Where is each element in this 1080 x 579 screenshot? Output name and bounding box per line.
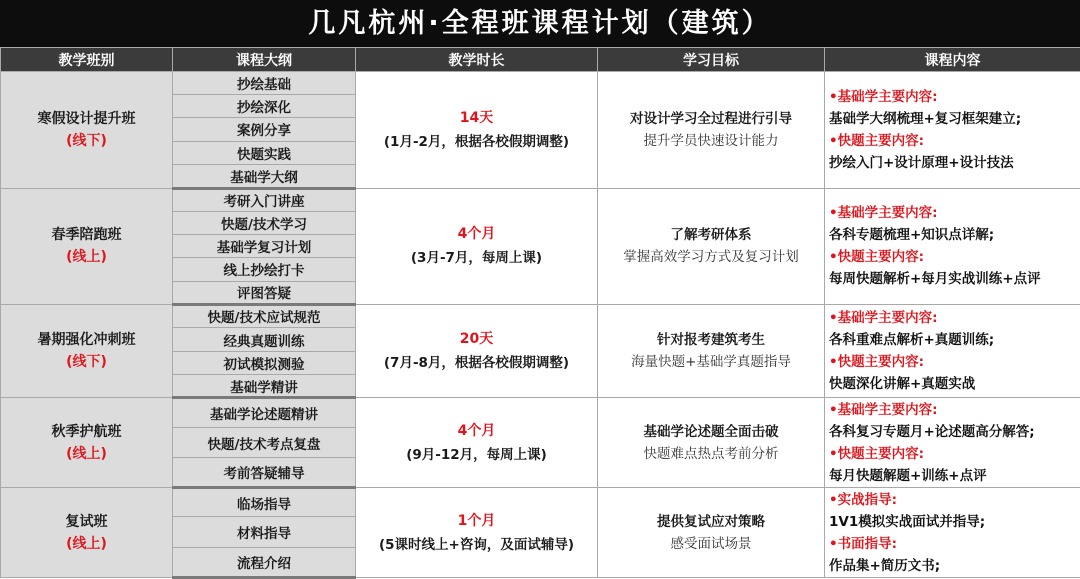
- goal-sub: 掌握高效学习方式及复习计划: [623, 249, 799, 266]
- duration-cell: [356, 72, 598, 189]
- content-cell: [825, 488, 1080, 578]
- header-duration: 教学时长: [356, 48, 598, 72]
- content-heading: •实战指导:: [829, 491, 898, 508]
- content-text: 作品集+简历文书;: [829, 557, 941, 574]
- outline-item: 考前答疑辅导: [173, 458, 356, 488]
- outline-item: 临场指导: [173, 488, 356, 517]
- goal-cell: [598, 188, 825, 304]
- duration-value: 1个月: [457, 512, 496, 529]
- table-row: [1, 188, 1080, 211]
- content-text: 基础学大纲梳理+复习框架建立;: [829, 110, 1022, 127]
- goal-sub: 海量快题+基础学真题指导: [631, 354, 791, 371]
- outline-item: 基础学复习计划: [173, 235, 356, 258]
- goal-sub: 感受面试场景: [670, 535, 752, 552]
- outline-item: 初试模拟测验: [173, 352, 356, 375]
- content-heading: •基础学主要内容:: [829, 88, 938, 105]
- outline-item: 考研入门讲座: [173, 188, 356, 211]
- content-heading: •书面指导:: [829, 535, 898, 552]
- duration-cell: [356, 488, 598, 578]
- class-name: 秋季护航班: [51, 423, 122, 440]
- outline-item: 流程介绍: [173, 547, 356, 577]
- outline-item: 抄绘深化: [173, 95, 356, 118]
- class-name: 春季陪跑班: [51, 227, 122, 244]
- goal-cell: [598, 304, 825, 398]
- outline-item: 快题实践: [173, 141, 356, 164]
- header-goal: 学习目标: [598, 48, 825, 72]
- content-text: 每月快题解题+训练+点评: [829, 467, 987, 484]
- class-mode: (线上): [66, 445, 107, 462]
- outline-item: 经典真题训练: [173, 327, 356, 351]
- class-name-cell: [1, 398, 173, 488]
- header-outline: 课程大纲: [173, 48, 356, 72]
- goal-main: 对设计学习全过程进行引导: [630, 110, 792, 127]
- outline-item: 评图答疑: [173, 281, 356, 304]
- table-row: [1, 488, 1080, 517]
- content-heading: •快题主要内容:: [829, 132, 925, 149]
- content-heading: •基础学主要内容:: [829, 205, 938, 222]
- goal-sub: 快题难点热点考前分析: [643, 445, 779, 462]
- content-text: 抄绘入门+设计原理+设计技法: [829, 154, 1014, 171]
- duration-value: 4个月: [457, 422, 496, 439]
- duration-cell: [356, 398, 598, 488]
- class-name: 暑期强化冲刺班: [37, 332, 136, 349]
- content-cell: [825, 72, 1080, 189]
- content-text: 各科复习专题月+论述题高分解答;: [829, 423, 1035, 440]
- table-row: [1, 72, 1080, 95]
- page-title: 几凡杭州·全程班课程计划（建筑）: [0, 0, 1080, 47]
- duration-note: (1月-2月，根据各校假期调整): [383, 133, 570, 150]
- class-name: 寒假设计提升班: [37, 110, 136, 127]
- content-cell: [825, 398, 1080, 488]
- outline-item: 基础学论述题精讲: [173, 398, 356, 428]
- duration-cell: [356, 188, 598, 304]
- class-mode: (线上): [66, 249, 107, 266]
- outline-item: 基础学精讲: [173, 375, 356, 398]
- duration-note: (7月-8月，根据各校假期调整): [383, 355, 570, 372]
- content-text: 1V1模拟实战面试并指导;: [829, 513, 986, 530]
- goal-main: 提供复试应对策略: [657, 513, 765, 530]
- duration-value: 14天: [459, 109, 494, 126]
- content-heading: •基础学主要内容:: [829, 310, 938, 327]
- outline-item: 案例分享: [173, 118, 356, 141]
- header-content: 课程内容: [825, 48, 1080, 72]
- content-heading: •快题主要内容:: [829, 249, 925, 266]
- table-body: [1, 72, 1080, 578]
- duration-note: (9月-12月，每周上课): [406, 446, 547, 463]
- header-class: 教学班别: [1, 48, 173, 72]
- goal-main: 了解考研体系: [670, 227, 752, 244]
- content-heading: •基础学主要内容:: [829, 401, 938, 418]
- outline-item: 线上抄绘打卡: [173, 258, 356, 281]
- content-text: 各科重难点解析+真题训练;: [829, 332, 995, 349]
- content-text: 快题深化讲解+真题实战: [829, 376, 976, 393]
- outline-item: 基础学大纲: [173, 164, 356, 188]
- course-plan-table: [0, 47, 1080, 579]
- goal-cell: [598, 72, 825, 189]
- content-text: 各科专题梳理+知识点详解;: [829, 227, 995, 244]
- content-heading: •快题主要内容:: [829, 354, 925, 371]
- class-name-cell: [1, 304, 173, 398]
- content-cell: [825, 304, 1080, 398]
- goal-sub: 提升学员快速设计能力: [643, 132, 779, 149]
- duration-note: (5课时线上+咨询，及面试辅导): [378, 536, 575, 553]
- class-name: 复试班: [65, 513, 108, 530]
- class-name-cell: [1, 188, 173, 304]
- class-name-cell: [1, 72, 173, 189]
- table-row: [1, 304, 1080, 327]
- outline-item: 快题/技术考点复盘: [173, 428, 356, 458]
- class-mode: (线下): [66, 354, 107, 371]
- table-row: [1, 398, 1080, 428]
- outline-item: 抄绘基础: [173, 72, 356, 95]
- duration-cell: [356, 304, 598, 398]
- goal-main: 基础学论述题全面击破: [643, 423, 779, 440]
- class-name-cell: [1, 488, 173, 578]
- duration-value: 4个月: [457, 226, 496, 243]
- table-header-row: [1, 48, 1080, 72]
- content-text: 每周快题解析+每月实战训练+点评: [829, 271, 1041, 288]
- goal-main: 针对报考建筑考生: [657, 332, 765, 349]
- goal-cell: [598, 398, 825, 488]
- outline-item: 快题/技术应试规范: [173, 304, 356, 327]
- content-heading: •快题主要内容:: [829, 445, 925, 462]
- outline-item: 材料指导: [173, 517, 356, 547]
- duration-value: 20天: [459, 331, 494, 348]
- duration-note: (3月-7月，每周上课): [410, 250, 543, 267]
- class-mode: (线上): [66, 535, 107, 552]
- outline-item: 快题/技术学习: [173, 212, 356, 235]
- class-mode: (线下): [66, 132, 107, 149]
- goal-cell: [598, 488, 825, 578]
- content-cell: [825, 188, 1080, 304]
